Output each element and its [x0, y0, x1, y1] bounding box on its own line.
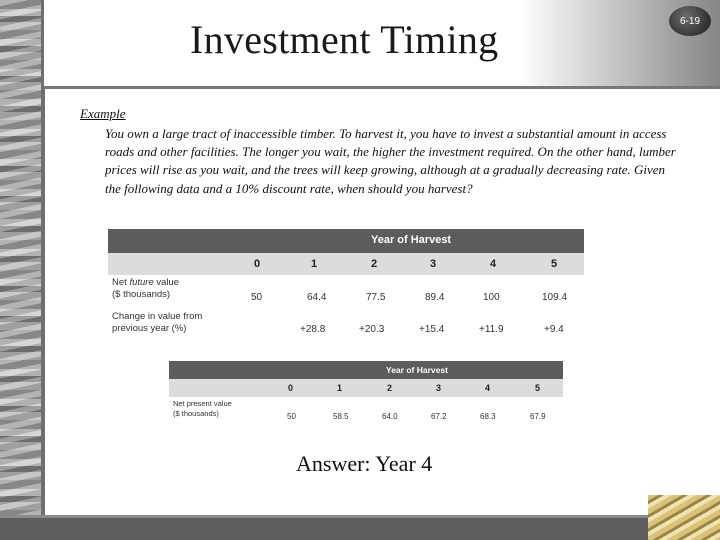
year-cell: 0 — [254, 258, 261, 270]
table-cell: 100 — [483, 292, 500, 303]
answer-text: Answer: Year 4 — [296, 451, 433, 476]
table-cell: 67.9 — [530, 412, 546, 421]
table-cell: 89.4 — [425, 292, 445, 303]
example-text: You own a large tract of inaccessible timber. To harvest it, you have to invest a substantial amount in access roads and other facilities. The longer you wait, the higher the investment required. On the other hand, lumber prices will rise as you wait, and the trees will keep growing, although at a gradually decreasing rate. Given the following data and a 10% discount rate, when should you harvest? — [105, 126, 676, 196]
table-cell: +9.4 — [544, 324, 564, 335]
year-cell: 1 — [311, 258, 318, 270]
year-row — [169, 379, 563, 397]
table-cell: 58.5 — [333, 412, 349, 421]
year-cell: 4 — [490, 258, 497, 270]
table-cell: 68.3 — [480, 412, 496, 421]
table-header — [169, 361, 563, 379]
year-cell: 2 — [387, 383, 393, 393]
year-cell: 3 — [430, 258, 437, 270]
future-value-table — [108, 229, 584, 341]
year-cell: 2 — [371, 258, 378, 270]
year-row — [108, 253, 584, 275]
net-present-value-table — [169, 361, 563, 424]
table-cell: 50 — [251, 292, 263, 303]
year-cell: 0 — [288, 383, 294, 393]
year-cell: 1 — [337, 383, 343, 393]
year-cell: 3 — [436, 383, 442, 393]
row-label-net-present-value: Net present value ($ thousands) — [173, 399, 232, 418]
table-cell: +20.3 — [359, 324, 385, 335]
decorative-stripe-band — [0, 0, 44, 540]
slide-title: Investment Timing — [190, 17, 499, 62]
table-cell: 64.4 — [307, 292, 327, 303]
table-header-label: Year of Harvest — [371, 234, 452, 246]
year-cell: 5 — [551, 258, 558, 270]
slide-number-badge: 6-19 — [669, 6, 711, 36]
table-cell: +11.9 — [479, 324, 504, 335]
table-cell: 67.2 — [431, 412, 447, 421]
table-cell: 109.4 — [542, 292, 568, 303]
decorative-wood-tile — [648, 495, 720, 540]
table-header — [108, 229, 584, 253]
table-cell: 77.5 — [366, 292, 386, 303]
table-cell: 64.0 — [382, 412, 398, 421]
table-cell: +28.8 — [300, 324, 326, 335]
year-cell: 5 — [535, 383, 541, 393]
title-divider — [44, 86, 720, 89]
year-cell: 4 — [485, 383, 491, 393]
row-label-future-value: Net future value ($ thousands) — [112, 277, 180, 300]
table-cell: +15.4 — [419, 324, 445, 335]
table-cell: 50 — [287, 412, 296, 421]
row-label-change-in-value: Change in value from previous year (%) — [112, 311, 203, 334]
footer-bar — [0, 515, 720, 540]
example-label: Example — [80, 106, 126, 121]
table-header-label: Year of Harvest — [386, 365, 448, 375]
